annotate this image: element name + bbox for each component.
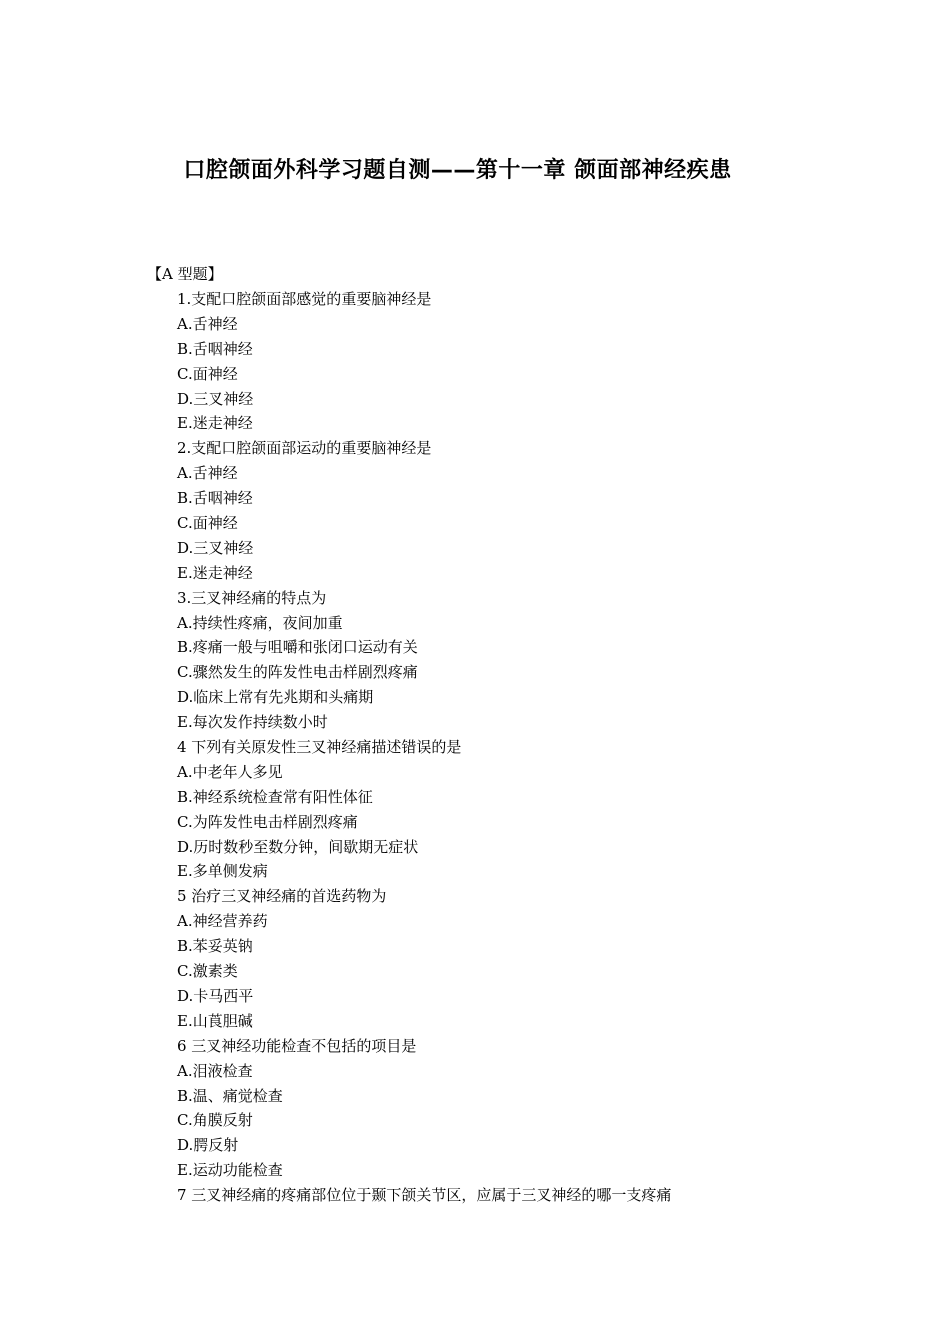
option-d: D.历时数秒至数分钟，间歇期无症状 — [177, 837, 419, 856]
question-stem: 6 三叉神经功能检查不包括的项目是 — [177, 1036, 417, 1055]
question-stem: 2.支配口腔颌面部运动的重要脑神经是 — [177, 439, 432, 458]
option-a: A.泪液检查 — [177, 1061, 253, 1080]
option-b: B.舌咽神经 — [177, 489, 253, 508]
section-header: 【A 型题】 — [147, 265, 223, 283]
option-e: E.迷走神经 — [177, 414, 253, 433]
option-list — [177, 909, 877, 1033]
option-c: C.角膜反射 — [177, 1111, 253, 1130]
option-e: E.迷走神经 — [177, 563, 253, 582]
option-list — [177, 461, 877, 585]
question-5 — [177, 884, 877, 1033]
option-a: A.舌神经 — [177, 314, 238, 333]
question-stem: 5 治疗三叉神经痛的首选药物为 — [177, 887, 387, 906]
option-b: B.苯妥英钠 — [177, 937, 253, 956]
option-c: C.面神经 — [177, 514, 238, 533]
option-a: A.舌神经 — [177, 464, 238, 483]
question-stem: 7 三叉神经痛的疼痛部位位于颞下颌关节区，应属于三叉神经的哪一支疼痛 — [177, 1186, 672, 1205]
question-4 — [177, 735, 877, 884]
question-6 — [177, 1034, 877, 1183]
option-d: D.卡马西平 — [177, 986, 254, 1005]
option-d: D.腭反射 — [177, 1136, 239, 1155]
option-a: A.神经营养药 — [177, 912, 268, 931]
question-list — [177, 287, 877, 1208]
option-b: B.温、痛觉检查 — [177, 1086, 283, 1105]
option-e: E.运动功能检查 — [177, 1161, 283, 1180]
option-list — [177, 611, 877, 735]
option-c: C.骤然发生的阵发性电击样剧烈疼痛 — [177, 663, 418, 682]
question-stem: 3.三叉神经痛的特点为 — [177, 588, 327, 607]
option-list — [177, 760, 877, 884]
option-c: C.激素类 — [177, 962, 238, 981]
option-d: D.三叉神经 — [177, 538, 254, 557]
option-c: C.为阵发性电击样剧烈疼痛 — [177, 812, 358, 831]
option-e: E.每次发作持续数小时 — [177, 713, 328, 732]
option-list — [177, 312, 877, 436]
option-d: D.临床上常有先兆期和头痛期 — [177, 688, 374, 707]
question-stem: 1.支配口腔颌面部感觉的重要脑神经是 — [177, 290, 432, 308]
option-b: B.神经系统检查常有阳性体征 — [177, 787, 373, 806]
question-3 — [177, 586, 877, 735]
option-c: C.面神经 — [177, 364, 238, 383]
option-a: A.持续性疼痛，夜间加重 — [177, 613, 343, 632]
option-a: A.中老年人多见 — [177, 762, 283, 781]
document-title: 口腔颌面外科学习题自测——第十一章 颌面部神经疾患 — [183, 158, 732, 183]
option-d: D.三叉神经 — [177, 389, 254, 408]
question-1 — [177, 287, 877, 436]
option-e: E.多单侧发病 — [177, 862, 268, 881]
question-stem: 4 下列有关原发性三叉神经痛描述错误的是 — [177, 738, 462, 757]
option-b: B.疼痛一般与咀嚼和张闭口运动有关 — [177, 638, 418, 657]
option-b: B.舌咽神经 — [177, 339, 253, 358]
question-2 — [177, 436, 877, 585]
option-list — [177, 1059, 877, 1183]
question-7 — [177, 1183, 877, 1208]
option-e: E.山莨胆碱 — [177, 1011, 253, 1030]
